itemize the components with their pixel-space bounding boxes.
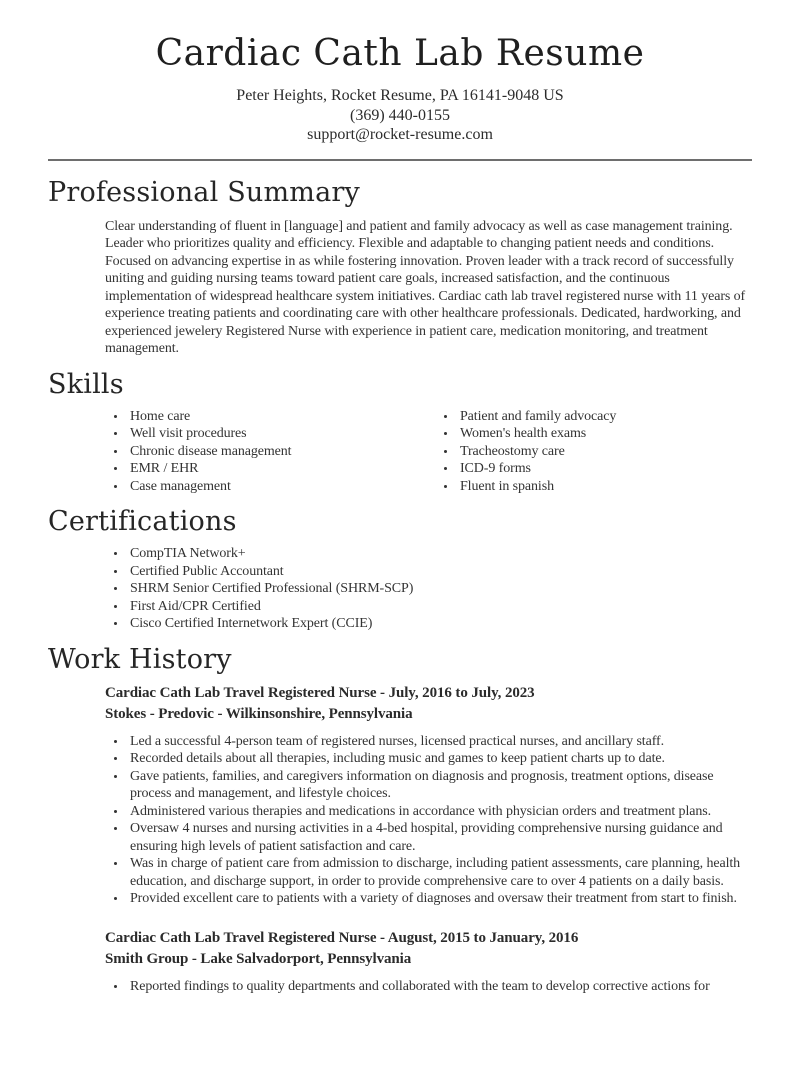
skill-item: • EMR / EHR [127, 460, 435, 478]
job-duties-list [105, 978, 757, 996]
skill-item: • Tracheostomy care [457, 443, 752, 461]
job-duty-item: • Oversaw 4 nurses and nursing activities in a 4-bed hospital, providing comprehensive nursing guidance and ensuring high levels of patient satisfaction and care. [127, 820, 757, 855]
skill-item: • Fluent in spanish [457, 478, 752, 496]
job-company-line: Smith Group - Lake Salvadorport, Pennsylvania [105, 951, 412, 967]
job-duty-item: • Administered various therapies and medications in accordance with physician orders and treatment plans. [127, 803, 757, 821]
resume-title: Cardiac Cath Lab Resume [155, 33, 645, 74]
section-skills [48, 369, 752, 496]
skill-item: • Home care [127, 408, 435, 426]
contact-phone: (369) 440-0155 [350, 106, 450, 124]
contact-block [48, 86, 752, 145]
certification-item: • Cisco Certified Internetwork Expert (CCIE) [127, 615, 752, 633]
summary-paragraph: Clear understanding of fluent in [language] and patient and family advocacy as well as case management training. Leader who prioritizes quality and efficiency. Flexible and adaptable to changing patient needs and conditions. Focused on advancing expertise in as while fostering innovation. Proven leader with a track record of successfully uniting and guiding nursing teams toward patient care goals, increased satisfaction, and the continuous implementation of widespread healthcare system initiatives. Cardiac cath lab travel registered nurse with 11 years of experience treating patients and coordinating care with other healthcare professionals. Dedicated, hardworking, and experienced jewelery Registered Nurse with experience in patient care, medication monitoring, and treatment management. [105, 218, 746, 356]
section-professional-summary [48, 177, 752, 358]
job-duty-item: • Provided excellent care to patients with a variety of diagnoses and oversaw their treatment from start to finish. [127, 890, 757, 908]
job-entry-1 [105, 683, 752, 908]
job-title-line: Cardiac Cath Lab Travel Registered Nurse - July, 2016 to July, 2023 [105, 684, 535, 701]
contact-email: support@rocket-resume.com [307, 126, 493, 143]
skill-item: • ICD-9 forms [457, 460, 752, 478]
skill-item: • Well visit procedures [127, 425, 435, 443]
skills-list-left [105, 408, 435, 496]
contact-address: Peter Heights, Rocket Resume, PA 16141-9048 US [236, 87, 564, 104]
certifications-list [105, 545, 752, 633]
job-duty-item: • Was in charge of patient care from admission to discharge, including patient assessments, care planning, health education, and discharge support, in order to provide comprehensive care to over 4 patients on a daily basis. [127, 855, 757, 890]
certification-item: • CompTIA Network+ [127, 545, 752, 563]
job-duties-list [105, 733, 757, 908]
skill-item: • Patient and family advocacy [457, 408, 752, 426]
skills-list-right [435, 408, 752, 496]
certification-item: • First Aid/CPR Certified [127, 598, 752, 616]
job-company-line: Stokes - Predovic - Wilkinsonshire, Pennsylvania [105, 706, 413, 722]
certification-item: • Certified Public Accountant [127, 563, 752, 581]
section-heading-certifications: Certifications [48, 506, 237, 537]
job-title-line: Cardiac Cath Lab Travel Registered Nurse - August, 2015 to January, 2016 [105, 929, 579, 946]
section-work-history [48, 644, 752, 996]
skills-columns [48, 401, 752, 496]
resume-header [48, 32, 752, 145]
job-entry-2 [105, 928, 752, 996]
skill-item: • Chronic disease management [127, 443, 435, 461]
resume-page [0, 32, 800, 1067]
job-duty-item: • Recorded details about all therapies, including music and games to keep patient charts up to date. [127, 750, 757, 768]
job-duty-item: • Gave patients, families, and caregivers information on diagnosis and prognosis, treatment options, disease process and management, and lifestyle choices. [127, 768, 757, 803]
skill-item: • Case management [127, 478, 435, 496]
certification-item: • SHRM Senior Certified Professional (SHRM-SCP) [127, 580, 752, 598]
section-certifications [48, 506, 752, 633]
section-heading-skills: Skills [48, 368, 124, 400]
header-divider [48, 159, 752, 161]
job-duty-item: • Led a successful 4-person team of registered nurses, licensed practical nurses, and ancillary staff. [127, 733, 757, 751]
job-duty-item: • Reported findings to quality departments and collaborated with the team to develop corrective actions for [127, 978, 757, 996]
section-heading-professional-summary: Professional Summary [48, 176, 360, 208]
skill-item: • Women's health exams [457, 425, 752, 443]
section-heading-work-history: Work History [48, 643, 232, 675]
